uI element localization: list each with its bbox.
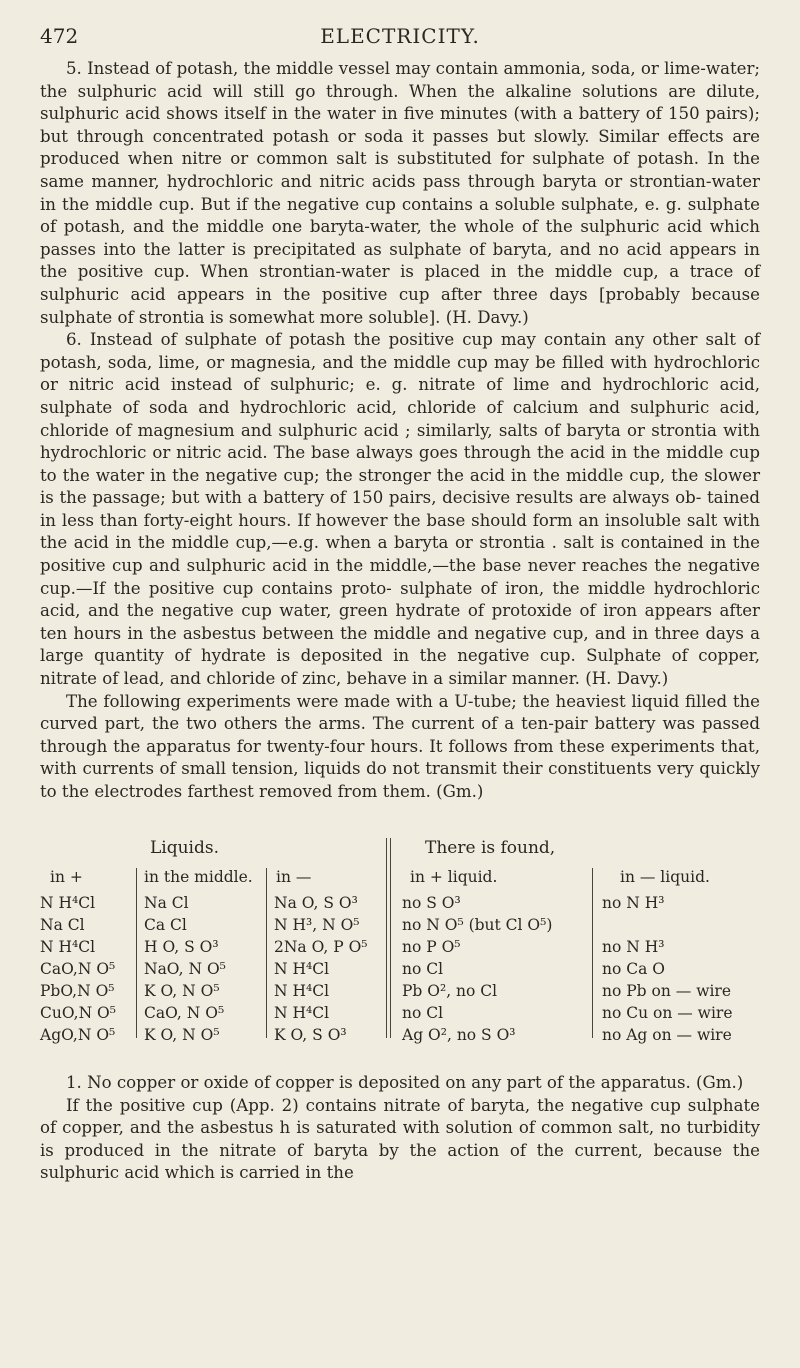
table-cell: K O, S O³ xyxy=(274,1026,347,1044)
table-cell: CaO, N O⁵ xyxy=(144,1004,225,1022)
table-cell: NaO, N O⁵ xyxy=(144,960,226,978)
results-table xyxy=(40,838,760,1044)
body-text xyxy=(40,58,760,804)
table-cell: Ca Cl xyxy=(144,916,187,934)
table-cell: Na Cl xyxy=(144,894,189,912)
column-divider xyxy=(386,838,387,1038)
paragraph-app-2: If the positive cup (App. 2) contains nitrate of baryta, the negative cup sulphate of copper, and the asbestus h is saturated with solution of common salt, no turbidity is produced in the nitrate of baryta by the action of the current, because the sulphuric acid which is carried in the xyxy=(40,1095,760,1183)
table-cell: Na Cl xyxy=(40,916,85,934)
table-cell: K O, N O⁵ xyxy=(144,982,220,1000)
table-cell: no N H³ xyxy=(602,894,665,912)
group-header-found: There is found, xyxy=(425,838,556,858)
paragraph-u-tube: The following experiments were made with a U-tube; the heaviest liquid filled the curved part, the two others the arms. The current of a ten-pair battery was passed through the apparatus for twenty-four hours. It follows from these experiments that, with currents of small tension, liquids do not transmit their constituents very quickly to the electrodes farthest removed from them. (Gm.) xyxy=(40,691,760,801)
table-cell: Ag O², no S O³ xyxy=(402,1026,516,1044)
col-header-negative: in — xyxy=(276,868,312,886)
table-cell: N H⁴Cl xyxy=(274,1004,330,1022)
col-header-middle: in the middle. xyxy=(144,868,253,886)
table-cell: Na O, S O³ xyxy=(274,894,358,912)
table-cell: no Cl xyxy=(402,960,444,978)
table-cell: no P O⁵ xyxy=(402,938,461,956)
table-cell: N H³, N O⁵ xyxy=(274,916,360,934)
table-cell: N H⁴Cl xyxy=(40,894,96,912)
table-cell: PbO,N O⁵ xyxy=(40,982,115,1000)
table-cell: no Ag on — wire xyxy=(602,1026,732,1044)
table-cell: AgO,N O⁵ xyxy=(40,1026,116,1044)
table-cell: N H⁴Cl xyxy=(274,960,330,978)
column-divider xyxy=(266,868,267,1038)
page-header xyxy=(40,24,760,54)
column-middle xyxy=(144,892,226,1046)
table-cell: no Cl xyxy=(402,1004,444,1022)
col-header-positive: in + xyxy=(50,868,83,886)
table-cell: N H⁴Cl xyxy=(40,938,96,956)
paragraph-5: 5. Instead of potash, the middle vessel may contain ammonia, soda, or lime-water; the sulphuric acid will still go through. When the alkaline solutions are dilute, sulphuric acid shows itself in the water in five minutes (with a battery of 150 pairs); but through concentrated potash or soda it passes but slowly. Similar effects are produced when nitre or common salt is substituted for sulphate of potash. In the same manner, hydrochloric and nitric acids pass through baryta or strontian-water in the middle cup. But if the negative cup contains a soluble sulphate, e. g. sulphate of potash, and the middle one baryta-water, the whole of the sulphuric acid which passes into the latter is precipitated as sulphate of baryta, and no acid appears in the positive cup. When strontian-water is placed in the middle cup, a trace of sulphuric acid appears in the positive cup after three days [probably because sulphate of strontia is somewhat more soluble]. (H. Davy.) xyxy=(40,59,760,327)
table-cell xyxy=(602,914,733,936)
column-negative xyxy=(274,892,368,1046)
table-cell: K O, N O⁵ xyxy=(144,1026,220,1044)
after-table-text xyxy=(40,1072,760,1185)
column-positive-liquid xyxy=(402,892,552,1046)
table-cell: no Cu on — wire xyxy=(602,1004,733,1022)
table-cell: Pb O², no Cl xyxy=(402,982,498,1000)
table-cell: N H⁴Cl xyxy=(274,982,330,1000)
footnote-1: 1. No copper or oxide of copper is deposited on any part of the apparatus. (Gm.) xyxy=(66,1073,744,1092)
table-cell: no N O⁵ (but Cl O⁵) xyxy=(402,916,553,934)
column-positive xyxy=(40,892,116,1046)
table-cell: no Ca O xyxy=(602,960,665,978)
column-negative-liquid xyxy=(602,892,733,1046)
paragraph-6: 6. Instead of sulphate of potash the positive cup may contain any other salt of potash, soda, lime, or magnesia, and the middle cup may be filled with hydrochloric or nitric acid instead of sulphuric; e. g. nitrate of lime and hydrochloric acid, sulphate of soda and hydrochloric acid, chloride of calcium and sulphuric acid, chloride of magnesium and sulphuric acid ; similarly, salts of baryta or strontia with hydrochloric or nitric acid. The base always goes through the acid in the middle cup to the water in the negative cup; the stronger the acid in the middle cup, the slower is the passage; but with a battery of 150 pairs, decisive results are always ob- tained in less than forty-eight hours. If however the base should form an insoluble salt with the acid in the middle cup,—e.g. when a baryta or strontia . salt is contained in the positive cup and sulphuric acid in the middle,—the base never reaches the negative cup.—If the positive cup contains proto- sulphate of iron, the middle hydrochloric acid, and the negative cup water, green hydrate of protoxide of iron appears after ten hours in the asbestus between the middle and negative cup, and in three days a large quantity of hydrate is deposited in the negative cup. Sulphate of copper, nitrate of lead, and chloride of zinc, behave in a similar manner. (H. Davy.) xyxy=(40,330,760,689)
column-divider xyxy=(136,868,137,1038)
table-cell: CuO,N O⁵ xyxy=(40,1004,116,1022)
table-cell: CaO,N O⁵ xyxy=(40,960,116,978)
column-divider xyxy=(390,838,391,1038)
col-header-positive-liquid: in + liquid. xyxy=(410,868,498,886)
col-header-negative-liquid: in — liquid. xyxy=(620,868,710,886)
column-divider xyxy=(592,868,593,1038)
page-number: 472 xyxy=(40,24,79,48)
group-header-liquids: Liquids. xyxy=(150,838,220,858)
table-cell: H O, S O³ xyxy=(144,938,219,956)
table-cell: no N H³ xyxy=(602,938,665,956)
table-cell: no S O³ xyxy=(402,894,461,912)
table-cell: 2Na O, P O⁵ xyxy=(274,938,368,956)
running-title: ELECTRICITY. xyxy=(320,24,480,48)
table-cell: no Pb on — wire xyxy=(602,982,731,1000)
